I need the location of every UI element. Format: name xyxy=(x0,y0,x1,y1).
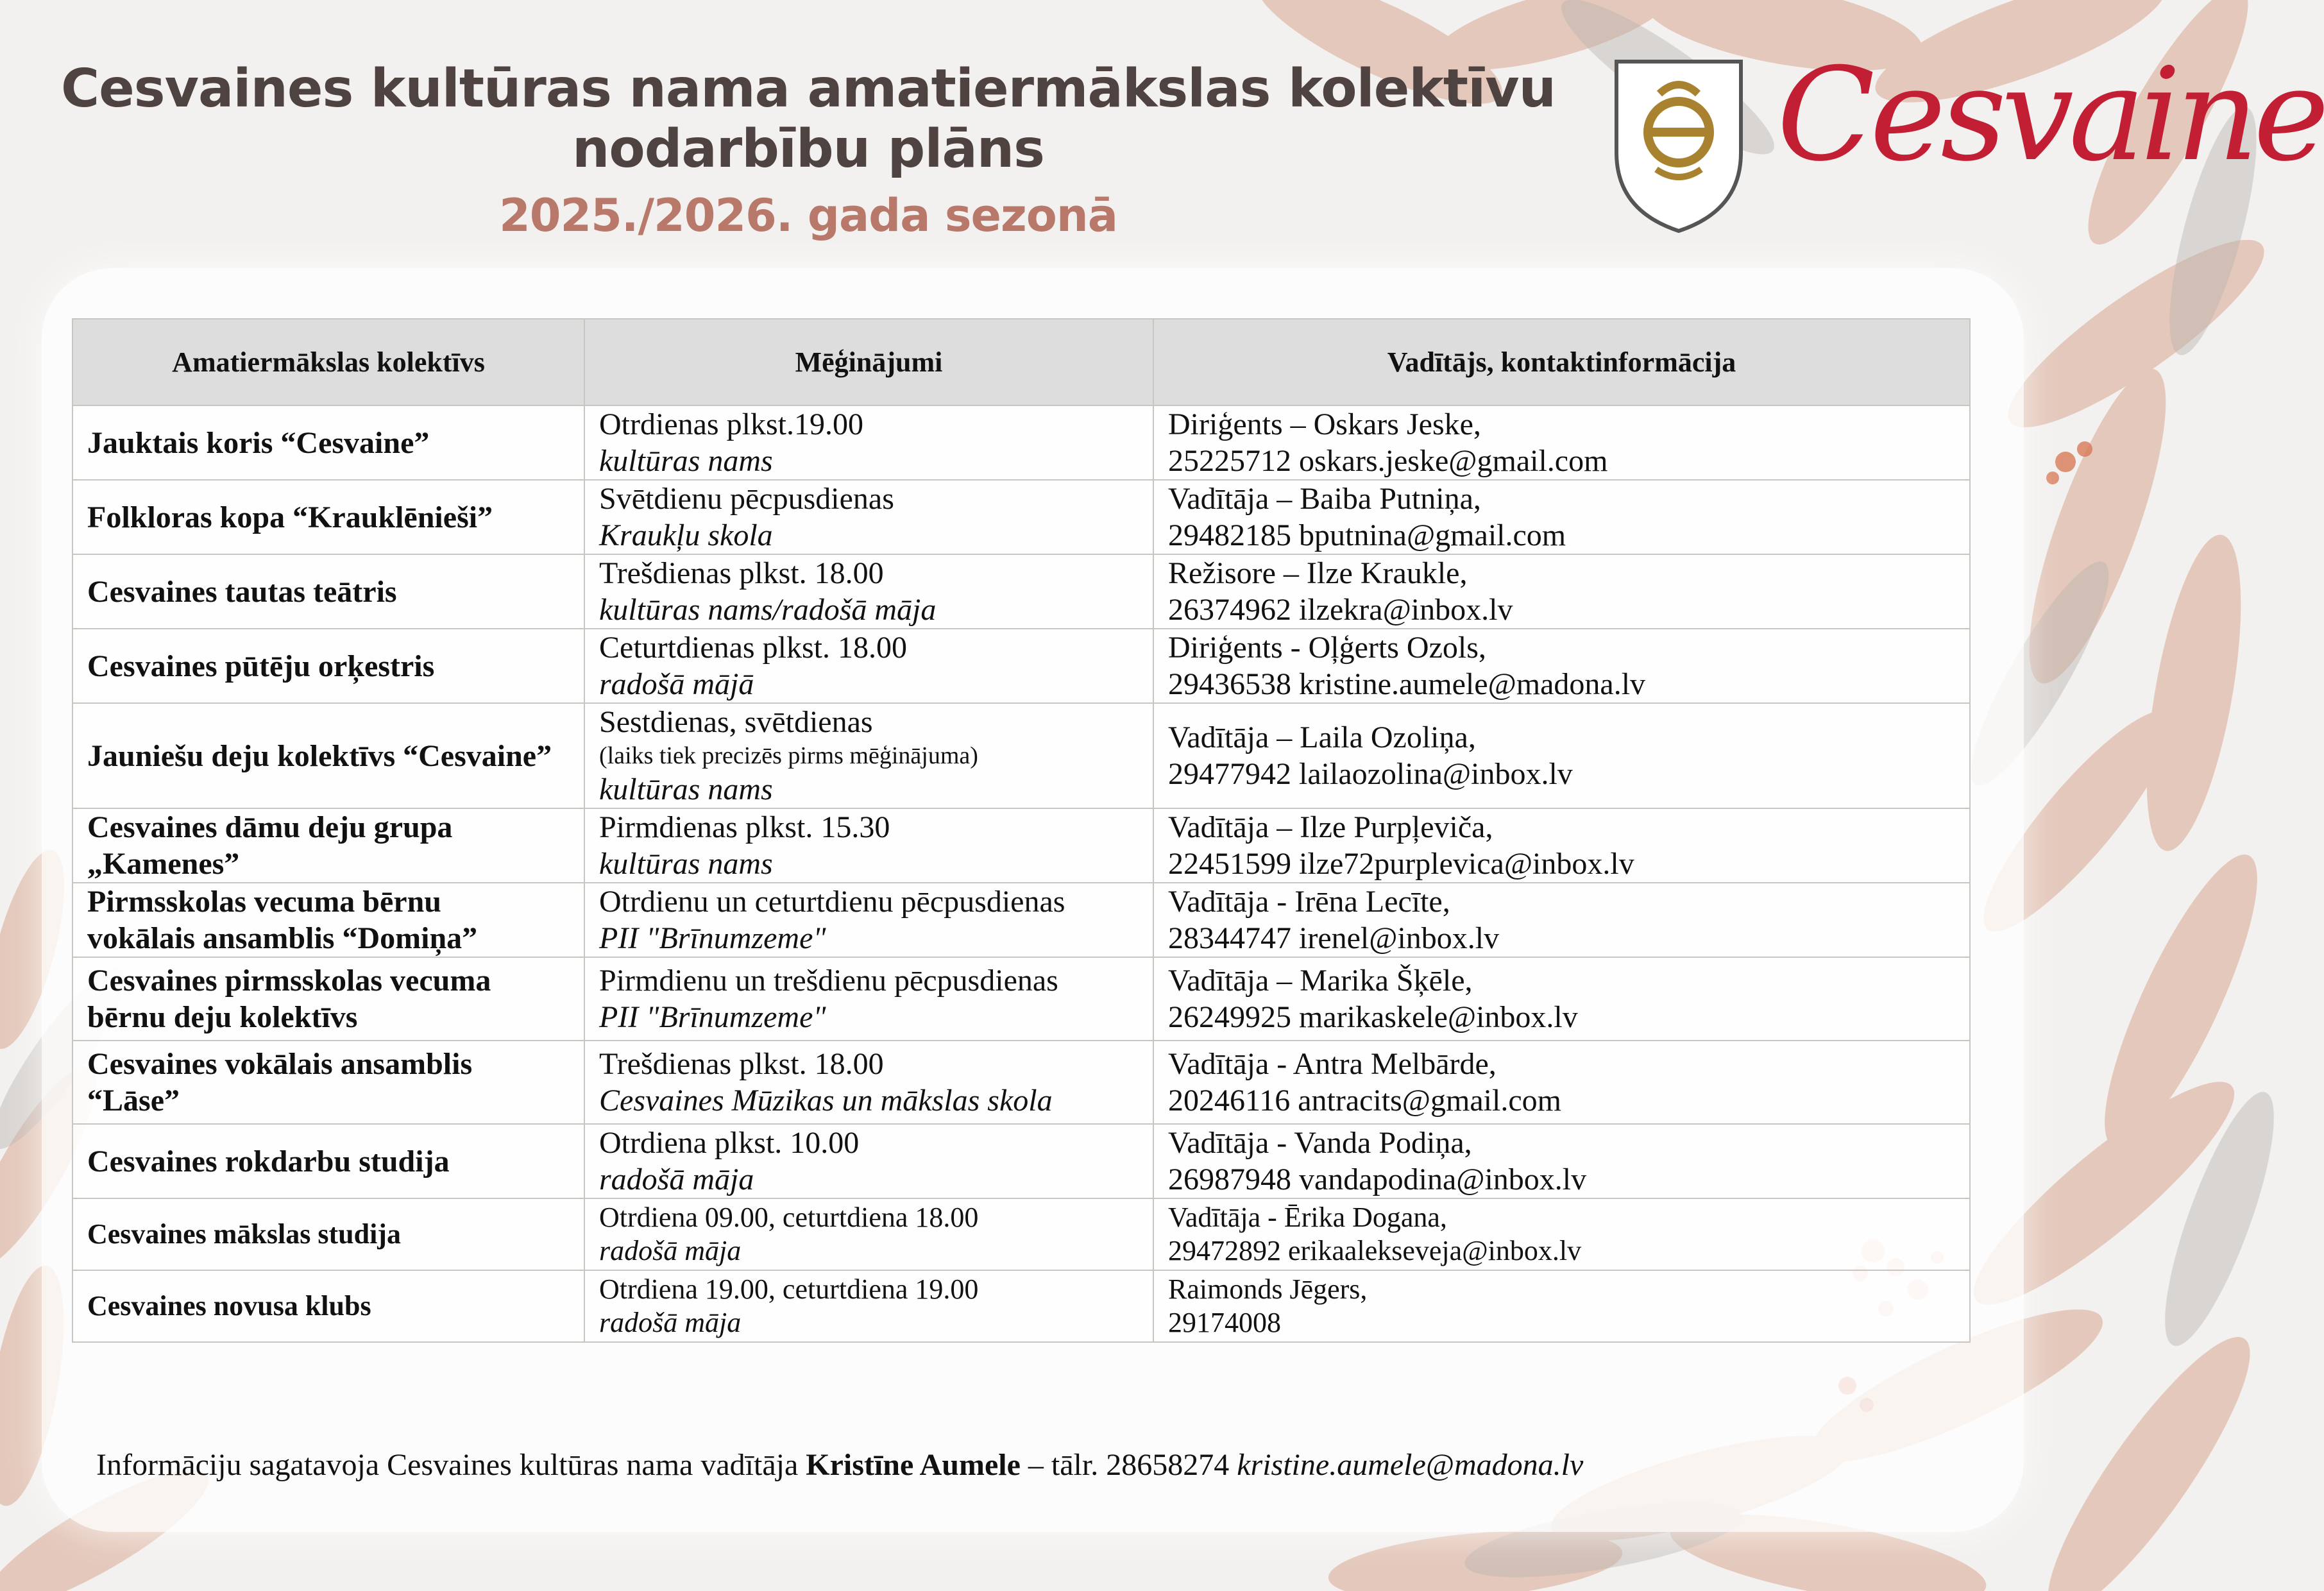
schedule-note: (laiks tiek precizēs pirms mēģinājuma) xyxy=(599,742,978,769)
contact-info: 26987948 vandapodina@inbox.lv xyxy=(1168,1162,1587,1196)
group-name-cell xyxy=(72,405,584,480)
contact-info: 29174008 xyxy=(1168,1307,1281,1338)
footer-phone: – tālr. 28658274 xyxy=(1028,1448,1230,1482)
table-row xyxy=(72,808,1970,883)
table-row xyxy=(72,405,1970,480)
schedule-time: Trešdienas plkst. 18.00 xyxy=(599,556,884,590)
schedule-place: Cesvaines Mūzikas un mākslas skola xyxy=(599,1084,1053,1118)
schedule-cell xyxy=(584,808,1153,883)
schedule-cell xyxy=(584,703,1153,808)
schedule-time: Pirmdienas plkst. 15.30 xyxy=(599,810,890,844)
schedule-time: Otrdienas plkst.19.00 xyxy=(599,407,863,441)
schedule-time: Otrdiena 09.00, ceturtdiena 18.00 xyxy=(599,1202,979,1233)
contact-cell xyxy=(1153,1041,1970,1124)
schedule-table xyxy=(72,318,1971,1343)
schedule-place: kultūras nams xyxy=(599,847,773,881)
group-name-cell xyxy=(72,703,584,808)
group-name-cell xyxy=(72,808,584,883)
footer-prefix: Informāciju sagatavoja Cesvaines kultūras nama vadītāja xyxy=(96,1448,799,1482)
leader-name: Raimonds Jēgers, xyxy=(1168,1273,1368,1305)
schedule-place: kultūras nams/radošā māja xyxy=(599,593,937,627)
group-name: Cesvaines mākslas studija xyxy=(87,1218,401,1250)
table-row xyxy=(72,957,1970,1041)
group-name: “Lāse” xyxy=(87,1084,180,1118)
group-name-cell xyxy=(72,554,584,629)
leader-name: Vadītāja – Marika Šķēle, xyxy=(1168,964,1473,998)
page-title: Cesvaines kultūras nama amatiermākslas kolektīvu nodarbību plāns xyxy=(60,58,1556,180)
contact-info: 29472892 erikaalekseveja@inbox.lv xyxy=(1168,1235,1582,1266)
contact-cell xyxy=(1153,554,1970,629)
table-row xyxy=(72,1041,1970,1124)
column-header-leader: Vadītājs, kontaktinformācija xyxy=(1153,319,1970,405)
schedule-time: Otrdienu un ceturtdienu pēcpusdienas xyxy=(599,885,1065,919)
group-name-cell xyxy=(72,1124,584,1198)
schedule-place: PII "Brīnumzeme" xyxy=(599,1000,826,1034)
season-subtitle: 2025./2026. gada sezonā xyxy=(499,189,1117,242)
group-name-cell xyxy=(72,883,584,957)
contact-cell xyxy=(1153,1198,1970,1270)
leader-name: Vadītāja - Antra Melbārde, xyxy=(1168,1047,1497,1081)
leader-name: Vadītāja - Ērika Dogana, xyxy=(1168,1202,1447,1233)
schedule-table-wrapper xyxy=(72,318,1969,1343)
contact-cell xyxy=(1153,629,1970,703)
schedule-place: radošā mājā xyxy=(599,667,754,701)
contact-info: 22451599 ilze72purplevica@inbox.lv xyxy=(1168,847,1634,881)
leader-name: Vadītāja – Ilze Purpļeviča, xyxy=(1168,810,1493,844)
contact-cell xyxy=(1153,480,1970,554)
table-row xyxy=(72,1124,1970,1198)
contact-info: 29436538 kristine.aumele@madona.lv xyxy=(1168,667,1646,701)
group-name: Folkloras kopa “Krauklēnieši” xyxy=(87,500,493,534)
footer-name: Kristīne Aumele xyxy=(806,1448,1021,1482)
table-row xyxy=(72,554,1970,629)
contact-cell xyxy=(1153,1124,1970,1198)
group-name-cell xyxy=(72,629,584,703)
leader-name: Vadītāja – Baiba Putniņa, xyxy=(1168,482,1481,516)
group-name: Cesvaines pūtēju orķestris xyxy=(87,649,435,683)
group-name-cell xyxy=(72,957,584,1041)
leader-name: Režisore – Ilze Kraukle, xyxy=(1168,556,1468,590)
schedule-place: kultūras nams xyxy=(599,772,773,806)
group-name: Pirmsskolas vecuma bērnu xyxy=(87,885,441,919)
brand-logo: Cesvaine xyxy=(1777,40,2324,190)
leader-name: Vadītāja - Irēna Lecīte, xyxy=(1168,885,1450,919)
schedule-cell xyxy=(584,957,1153,1041)
contact-info: 29482185 bputnina@gmail.com xyxy=(1168,518,1566,552)
group-name-cell xyxy=(72,1041,584,1124)
group-name: bērnu deju kolektīvs xyxy=(87,1000,358,1034)
group-name: Cesvaines rokdarbu studija xyxy=(87,1144,450,1178)
contact-info: 26374962 ilzekra@inbox.lv xyxy=(1168,593,1513,627)
table-row xyxy=(72,1270,1970,1342)
contact-info: 28344747 irenel@inbox.lv xyxy=(1168,921,1500,955)
schedule-cell xyxy=(584,883,1153,957)
contact-cell xyxy=(1153,405,1970,480)
contact-cell xyxy=(1153,703,1970,808)
schedule-cell xyxy=(584,405,1153,480)
leader-name: Vadītāja – Laila Ozoliņa, xyxy=(1168,720,1476,754)
schedule-cell xyxy=(584,554,1153,629)
contact-info: 29477942 lailaozolina@inbox.lv xyxy=(1168,757,1573,791)
schedule-cell xyxy=(584,480,1153,554)
group-name: Cesvaines novusa klubs xyxy=(87,1290,371,1322)
leader-name: Vadītāja - Vanda Podiņa, xyxy=(1168,1126,1472,1160)
group-name: Cesvaines dāmu deju grupa xyxy=(87,810,453,844)
group-name: Cesvaines vokālais ansamblis xyxy=(87,1047,473,1081)
schedule-time: Ceturtdienas plkst. 18.00 xyxy=(599,631,907,665)
group-name: „Kamenes” xyxy=(87,847,240,881)
schedule-cell xyxy=(584,1270,1153,1342)
table-row xyxy=(72,629,1970,703)
group-name-cell xyxy=(72,480,584,554)
table-row xyxy=(72,480,1970,554)
contact-info: 26249925 marikaskele@inbox.lv xyxy=(1168,1000,1578,1034)
schedule-place: radošā māja xyxy=(599,1307,742,1338)
table-row xyxy=(72,1198,1970,1270)
schedule-time: Otrdiena plkst. 10.00 xyxy=(599,1126,860,1160)
schedule-place: kultūras nams xyxy=(599,444,773,478)
schedule-cell xyxy=(584,1124,1153,1198)
schedule-place: radošā māja xyxy=(599,1162,754,1196)
schedule-time: Svētdienu pēcpusdienas xyxy=(599,482,894,516)
schedule-time: Sestdienas, svētdienas xyxy=(599,705,873,739)
coat-of-arms-icon xyxy=(1611,56,1746,236)
schedule-time: Trešdienas plkst. 18.00 xyxy=(599,1047,884,1081)
group-name: Jauktais koris “Cesvaine” xyxy=(87,425,430,460)
schedule-cell xyxy=(584,1198,1153,1270)
contact-cell xyxy=(1153,1270,1970,1342)
schedule-cell xyxy=(584,629,1153,703)
column-header-group: Amatiermākslas kolektīvs xyxy=(72,319,584,405)
leader-name: Diriģents – Oskars Jeske, xyxy=(1168,407,1481,441)
column-header-rehearsals: Mēģinājumi xyxy=(584,319,1153,405)
footer-email: kristine.aumele@madona.lv xyxy=(1237,1448,1584,1482)
group-name: Cesvaines tautas teātris xyxy=(87,574,397,609)
schedule-place: PII "Brīnumzeme" xyxy=(599,921,826,955)
schedule-place: Kraukļu skola xyxy=(599,518,773,552)
group-name: Jauniešu deju kolektīvs “Cesvaine” xyxy=(87,738,552,773)
leader-name: Diriģents - Oļģerts Ozols, xyxy=(1168,631,1486,665)
group-name: Cesvaines pirmsskolas vecuma xyxy=(87,964,491,998)
schedule-time: Pirmdienu un trešdienu pēcpusdienas xyxy=(599,964,1058,998)
footer-note xyxy=(96,1446,1956,1485)
schedule-place: radošā māja xyxy=(599,1235,742,1266)
table-header-row xyxy=(72,319,1970,405)
schedule-time: Otrdiena 19.00, ceturtdiena 19.00 xyxy=(599,1273,979,1305)
contact-info: 25225712 oskars.jeske@gmail.com xyxy=(1168,444,1608,478)
table-row xyxy=(72,703,1970,808)
group-name-cell xyxy=(72,1198,584,1270)
contact-info: 20246116 antracits@gmail.com xyxy=(1168,1084,1561,1118)
contact-cell xyxy=(1153,808,1970,883)
group-name-cell xyxy=(72,1270,584,1342)
contact-cell xyxy=(1153,883,1970,957)
table-row xyxy=(72,883,1970,957)
contact-cell xyxy=(1153,957,1970,1041)
schedule-cell xyxy=(584,1041,1153,1124)
group-name: vokālais ansamblis “Domiņa” xyxy=(87,921,478,955)
